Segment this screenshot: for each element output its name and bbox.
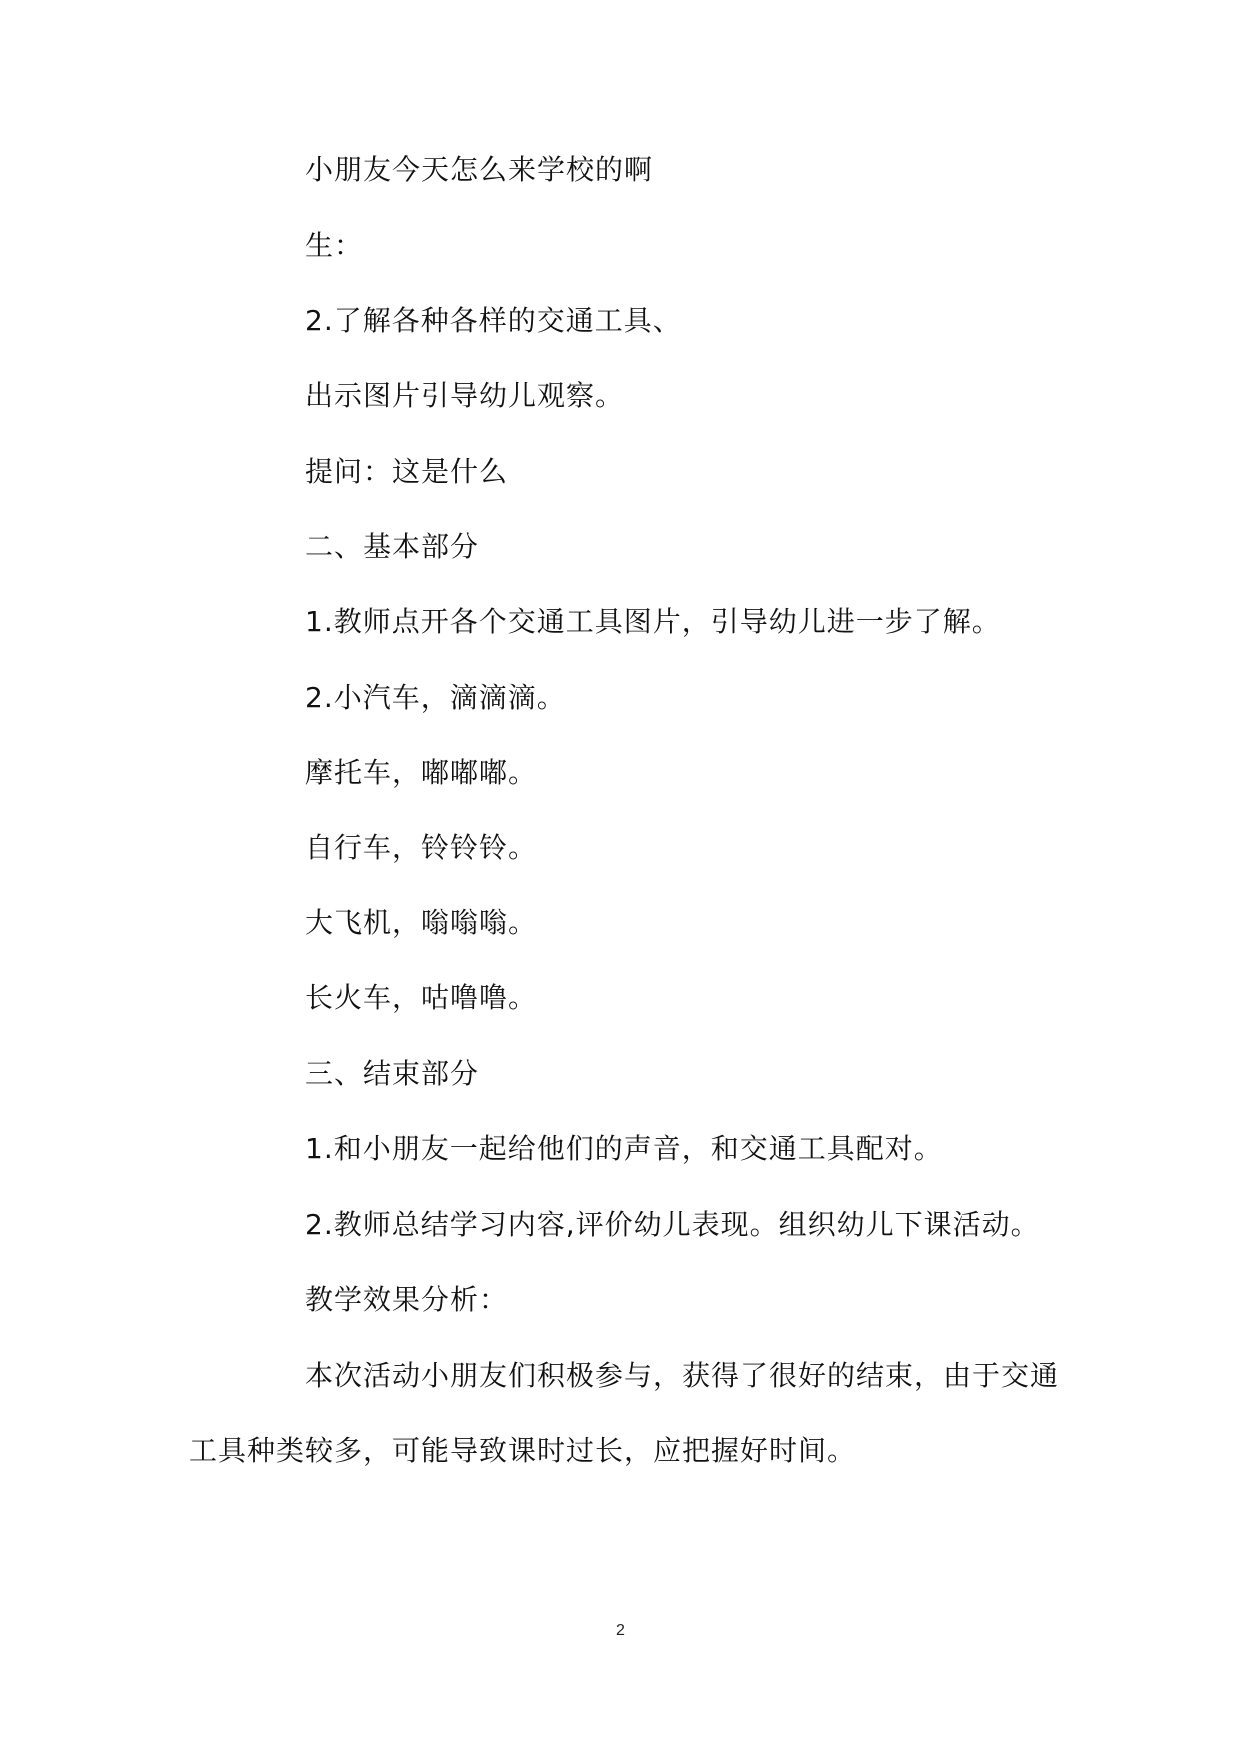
section-heading: 三、结束部分	[305, 1057, 480, 1090]
section-heading: 二、基本部分	[305, 530, 480, 563]
text-line: 生：	[305, 229, 364, 262]
text-line: 1.教师点开各个交通工具图片，引导幼儿进一步了解。	[305, 605, 1001, 638]
text-line: 2.教师总结学习内容,评价幼儿表现。组织幼儿下课活动。	[305, 1208, 1040, 1241]
text-line: 2.小汽车，滴滴滴。	[305, 681, 566, 714]
text-line: 提问：这是什么	[305, 455, 509, 488]
text-line: 1.和小朋友一起给他们的声音，和交通工具配对。	[305, 1132, 943, 1165]
text-line: 长火车，咕噜噜。	[305, 981, 538, 1014]
text-line: 小朋友今天怎么来学校的啊	[305, 153, 654, 186]
text-line: 2.了解各种各样的交通工具、	[305, 304, 682, 337]
paragraph-line: 工具种类较多，可能导致课时过长，应把握好时间。	[189, 1434, 857, 1467]
paragraph-line: 本次活动小朋友们积极参与，获得了很好的结束，由于交通	[305, 1359, 1060, 1392]
text-line: 自行车，铃铃铃。	[305, 831, 538, 864]
text-line: 大飞机，嗡嗡嗡。	[305, 906, 538, 939]
page-number: 2	[616, 1622, 625, 1639]
text-line: 出示图片引导幼儿观察。	[305, 379, 625, 412]
text-line: 摩托车，嘟嘟嘟。	[305, 756, 538, 789]
text-line: 教学效果分析：	[305, 1283, 509, 1316]
